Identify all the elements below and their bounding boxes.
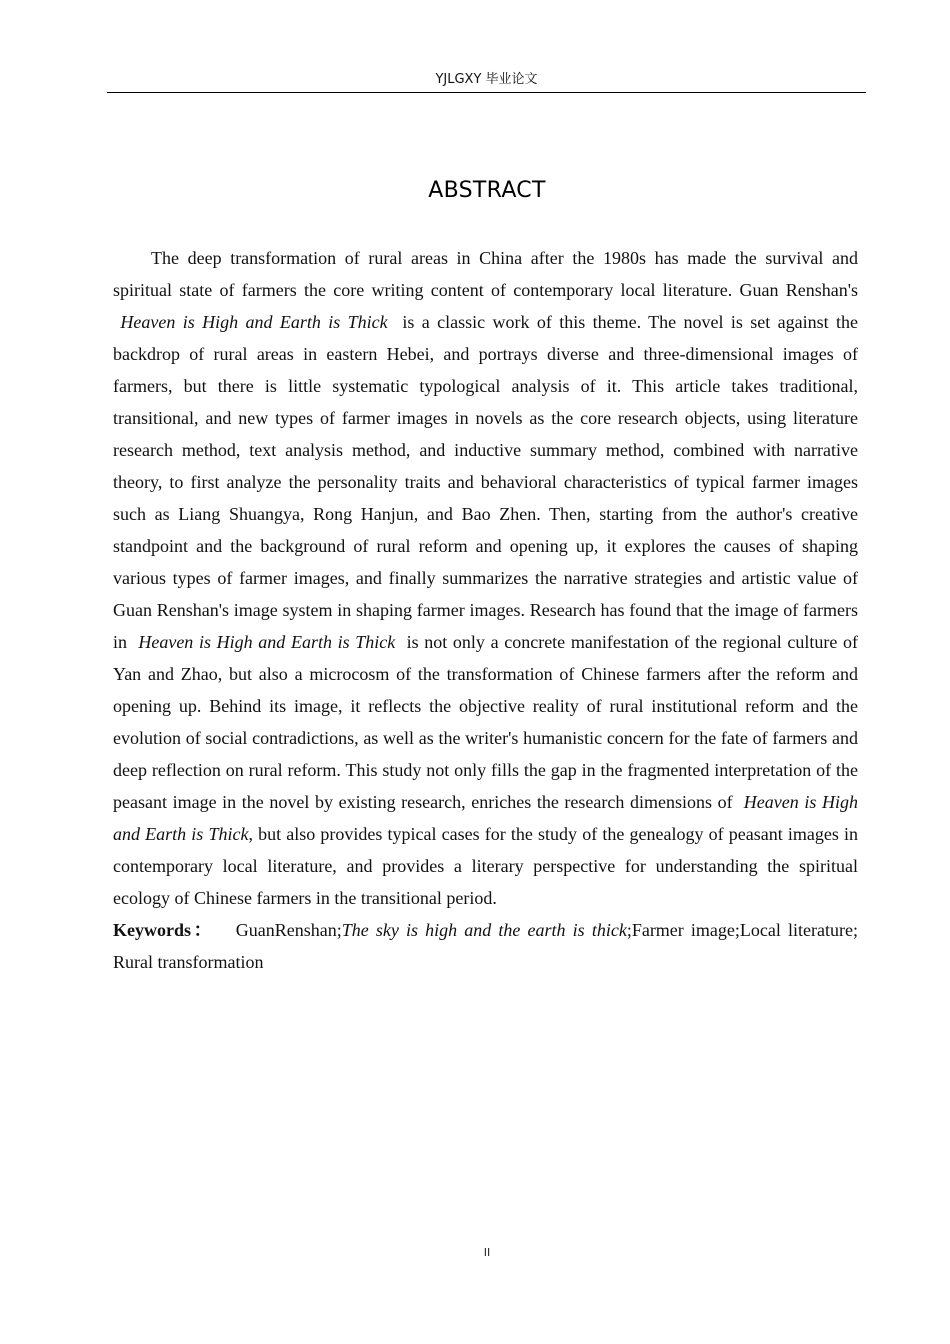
running-header: YJLGXY 毕业论文 [435,72,538,87]
keywords-line [113,914,858,978]
page-number: II [483,1246,491,1259]
abstract-text-3: is not only a concrete manifestation of the regional culture of Yan and Zhao, but also a microcosm of the transformation of Chinese farmers after the reform and opening up. Behind its image, it reflects the objective reality of rural institutional reform and the evolution of social contradictions, as well as the writer's humanistic concern for the fate of farmers and deep reflection on rural reform. This study not only fills the gap in the fragmented interpretation of the peasant image in the novel by existing research, enriches the research dimensions of [113,632,859,812]
abstract-text-1: The deep transformation of rural areas in China after the 1980s has made the survival and spiritual state of farmers the core writing content of contemporary local literature. Guan Renshan's [113,248,858,300]
abstract-paragraph [113,242,858,914]
work-title: Heaven is High and Earth is Thick [120,312,388,332]
abstract-text-2: is a classic work of this theme. The novel is set against the backdrop of rural areas in eastern Hebei, and portrays diverse and three-dimensional images of farmers, but there is little systematic typological analysis of it. This article takes traditional, transitional, and new types of farmer images in novels as the core research objects, using literature research method, text analysis method, and inductive summary method, combined with narrative theory, to first analyze the personality traits and behavioral characteristics of typical farmer images such as Liang Shuangya, Rong Hanjun, and Bao Zhen. Then, starting from the author's creative standpoint and the background of rural reform and opening up, it explores the causes of shaping various types of farmer images, and finally summarizes the narrative strategies and artistic value of Guan Renshan's image system in shaping farmer images. Research has found that the image of farmers in [113,312,859,652]
work-title: Heaven is High and Earth is Thick [113,792,858,844]
abstract-body [113,242,858,978]
keywords-label: Keywords： [113,920,215,940]
work-title: Heaven is High and Earth is Thick [138,632,396,652]
header-rule [107,92,866,93]
keyword-1: GuanRenshan; [235,920,342,940]
abstract-title: ABSTRACT [428,178,546,203]
keyword-2: The sky is high and the earth is thick [341,920,627,940]
abstract-text-4: , but also provides typical cases for the study of the genealogy of peasant images in contemporary local literature, and provides a literary perspective for understanding the spiritual ecology of Chinese farmers in the transitional period. [113,824,859,908]
keyword-rest: ;Farmer image;Local literature; Rural transformation [113,920,858,972]
